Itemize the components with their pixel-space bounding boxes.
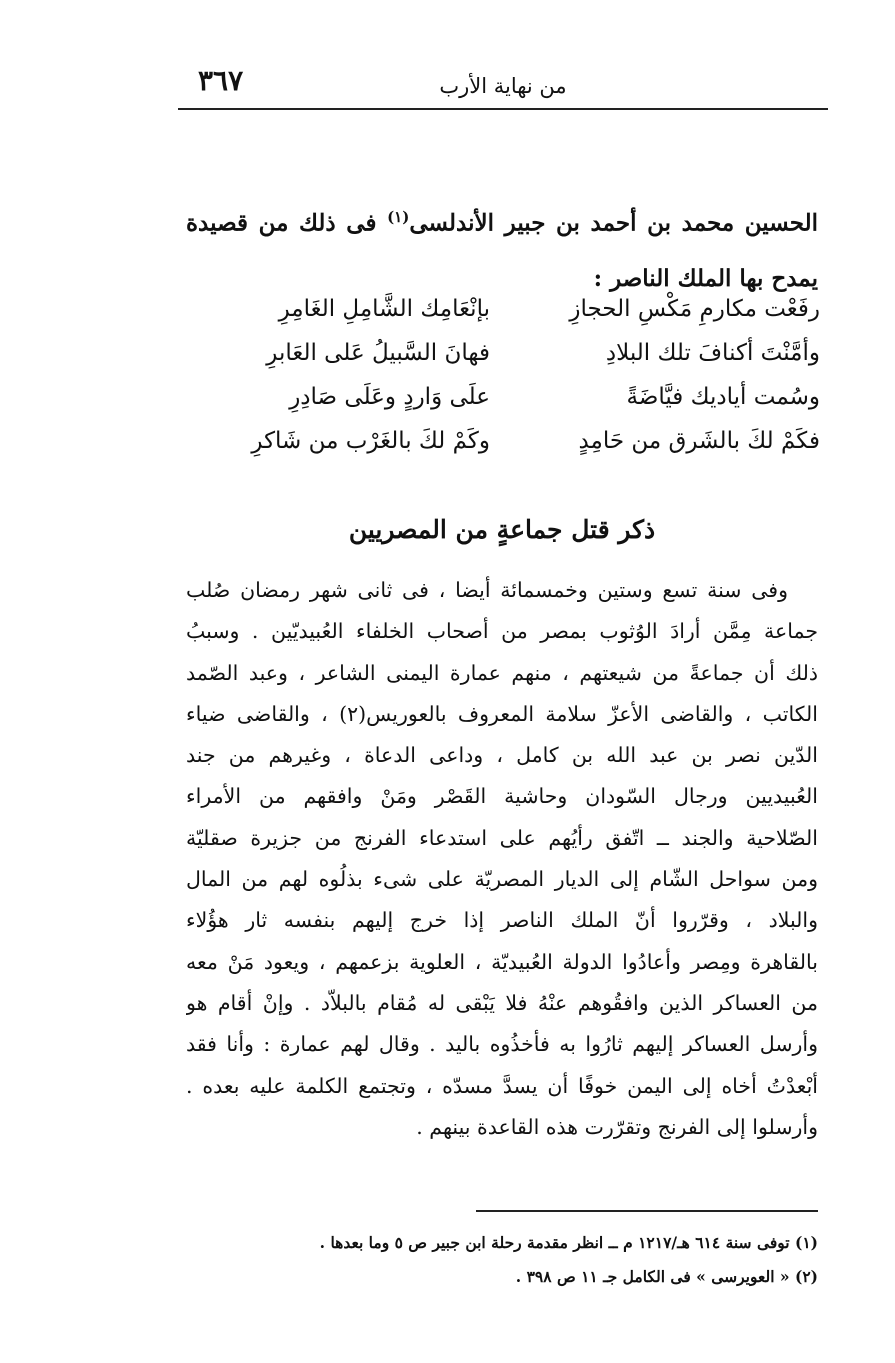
poem-verse <box>200 428 820 472</box>
verse-first-hemistich: فكَمْ لكَ بالشَرق من حَامِدٍ <box>578 428 820 454</box>
verse-second-hemistich: علَى وَاردٍ وعَلَى صَادِرِ <box>289 384 490 410</box>
running-title: من نهاية الأرب <box>439 74 567 98</box>
poem-verse <box>200 296 820 340</box>
verse-first-hemistich: وأمَّنْتَ أكنافَ تلك البلادِ <box>605 340 820 366</box>
body-line: من العساكر الذين وافقُوهم عنْهُ فلا يَبْقى له مُقام بالبلاّد . وإنْ أقام هو <box>186 990 818 1015</box>
header-rule <box>178 108 828 110</box>
verse-first-hemistich: وسُمت أياديك فيَّاضَةً <box>626 384 820 410</box>
page-number: ٣٦٧ <box>198 64 244 97</box>
page-header <box>178 62 828 106</box>
intro-text: الحسين محمد بن أحمد بن جبير الأندلسى <box>409 209 818 237</box>
verse-second-hemistich: وكَمْ لكَ بالغَرْب من شَاكرِ <box>251 428 490 454</box>
body-line: الصّلاحية والجند ــ اتّفق رأيُهم على استدعاء الفرنج من جزيرة صقليّة <box>186 825 818 850</box>
body-line: العُبيديين ورجال السّودان وحاشية القَصْر ومَنْ وافقهم من الأمراء <box>186 784 818 809</box>
body-line: الكاتب ، والقاضى الأعزّ سلامة المعروف بالعوريس(٢) ، والقاضى ضياء <box>186 701 818 726</box>
body-line: ومن سواحل الشّام إلى الديار المصريّة على شىء بذلُوه لهم من المال <box>186 867 818 892</box>
body-paragraph <box>186 570 818 1148</box>
poem <box>200 296 820 472</box>
poem-verse <box>200 384 820 428</box>
body-line: والبلاد ، وقرّروا أنّ الملك الناصر إذا خرج إليهم بنفسه ثار هؤُلاء <box>186 908 818 933</box>
section-heading: ذكر قتل جماعةٍ من المصريين <box>348 515 656 544</box>
footnote: (١) توفى سنة ٦١٤ هـ/١٢١٧ م ــ انظر مقدمة رحلة ابن جبير ص ٥ وما بعدها . <box>319 1233 818 1252</box>
body-line: جماعة مِمَّن أرادَ الوُثوب بمصر من أصحاب الخلفاء العُبيديّين . وسببُ <box>186 619 818 644</box>
verse-first-hemistich: رفَعْت مكارمِ مَكْسِ الحجازِ <box>569 296 820 322</box>
poem-verse <box>200 340 820 384</box>
body-line: وأرسلوا إلى الفرنج وتقرّرت هذه القاعدة بينهم . <box>416 1114 818 1139</box>
body-line: الدّين نصر بن عبد الله بن كامل ، وداعى الدعاة ، وغيرهم من جند <box>186 743 818 768</box>
footnote: (٢) « العويرسى » فى الكامل جـ ١١ ص ٣٩٨ . <box>515 1267 818 1286</box>
body-line: وأرسل العساكر إليهم ثارُوا به فأخذُوه باليد . وقال لهم عمارة : وأنا فقد <box>186 1032 818 1057</box>
intro-text-continued: فى ذلك من قصيدة يمدح بها الملك الناصر : <box>186 209 818 292</box>
intro-paragraph <box>186 190 818 306</box>
body-line: بالقاهرة ومِصر وأعادُوا الدولة العُبيديّة ، العلوية بزعمهم ، ويعود مَنْ معه <box>186 949 818 974</box>
verse-second-hemistich: بإنْعَامِك الشَّامِلِ الغَامِرِ <box>278 296 490 322</box>
footnote-mark: (١) <box>387 208 410 226</box>
body-line: أبْعدْتُ أخاه إلى اليمن خوفًا أن يسدَّ مسدّه ، وتجتمع الكلمة عليه بعده . <box>186 1073 818 1098</box>
body-line: وفى سنة تسع وستين وخمسمائة أيضا ، فى ثانى شهر رمضان صُلب <box>186 578 788 602</box>
footnote-rule <box>476 1210 818 1212</box>
footnotes <box>186 1226 818 1294</box>
body-line: ذلك أن جماعةً من شيعتهم ، منهم عمارة اليمنى الشاعر ، وعبد الصّمد <box>186 660 818 685</box>
verse-second-hemistich: فهانَ السَّبيلُ عَلى العَابرِ <box>266 340 490 366</box>
